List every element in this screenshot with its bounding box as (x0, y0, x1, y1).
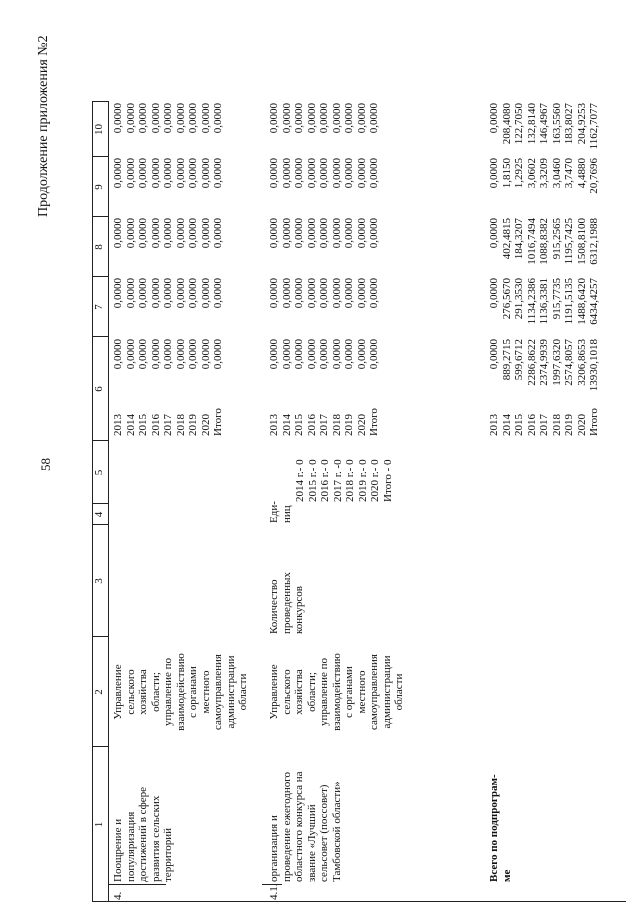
responsible-executor (112, 640, 250, 744)
cell-line: 915,2565 (550, 218, 563, 260)
cell-line: 1195,7425 (563, 218, 575, 265)
cell-line: ниц (280, 505, 293, 523)
cell-line: местного (355, 670, 368, 714)
cell-line: 0,0000 (212, 218, 224, 249)
cell-line: 402,4815 (500, 218, 513, 260)
cell-line: 0,0000 (355, 103, 368, 134)
cell-line: 2019 (563, 414, 575, 436)
cell-line: проведенных (280, 572, 293, 634)
cell-line: 1191,5135 (563, 278, 575, 325)
cell-line: 0,0000 (268, 278, 280, 309)
cell-line: 0,0000 (355, 218, 368, 249)
cell-line: 0,0000 (174, 278, 187, 309)
cell-line: 2013 (268, 414, 280, 436)
cell-line: 2286,8622 (525, 339, 538, 386)
cell-line: 1997,6320 (550, 339, 563, 386)
cell-line: 0,0000 (343, 339, 355, 370)
cell-line: 2017 (318, 414, 330, 436)
cell-line: 0,0000 (318, 278, 330, 309)
cell-line: 1488,6420 (575, 278, 588, 325)
cell-line: 183,8027 (563, 103, 575, 145)
cell-line: 2017 г. -0 (331, 459, 344, 502)
table-left-border (92, 901, 626, 902)
cell-line: 2017 (162, 414, 174, 436)
cell-line: 2014 (500, 414, 513, 436)
funding-c6 (488, 339, 601, 397)
cell-line: 1508,8100 (575, 218, 588, 265)
header-col-3: 3 (93, 578, 105, 584)
cell-line: 2016 г.- 0 (319, 459, 331, 502)
cell-line: местного (199, 670, 212, 714)
cell-line: 3,3209 (538, 158, 550, 189)
cell-line: 0,0000 (174, 103, 187, 134)
funding-c10 (488, 103, 601, 156)
cell-line: 0,0000 (212, 278, 224, 309)
cell-line: 0,0000 (280, 339, 293, 370)
cell-line: 276,5670 (500, 278, 513, 320)
cell-line: 0,0000 (293, 103, 305, 134)
cell-line: 0,0000 (137, 218, 149, 249)
cell-line: области; (149, 672, 162, 712)
cell-line: 0,0000 (318, 103, 330, 134)
cell-line: 0,0000 (268, 218, 280, 249)
cell-line: 0,0000 (330, 218, 343, 249)
funding-c6 (112, 339, 225, 397)
cell-line: Всего по подпрограм- (488, 774, 500, 882)
cell-line: 0,0000 (149, 278, 162, 309)
funding-c7 (268, 278, 381, 336)
cell-line: 0,0000 (137, 339, 149, 370)
cell-line: 0,0000 (355, 278, 368, 309)
row-number: 4.1. (268, 883, 280, 900)
cell-line: 0,0000 (488, 278, 500, 309)
cell-line: с органами (187, 666, 199, 718)
cell-line: 0,0000 (280, 278, 293, 309)
funding-c6 (268, 339, 381, 397)
cell-line: 0,0000 (187, 103, 199, 134)
cell-line: 0,0000 (137, 278, 149, 309)
cell-line: области (237, 673, 249, 711)
cell-line: Итого (368, 408, 380, 436)
cell-line: Еди- (268, 501, 280, 523)
funding-c7 (112, 278, 225, 336)
cell-line: 0,0000 (124, 158, 137, 189)
cell-line: развития сельских (149, 795, 162, 882)
cell-line: 0,0000 (355, 339, 368, 370)
cell-line: 1162,7077 (588, 103, 600, 150)
cell-line: 0,0000 (187, 278, 199, 309)
cell-line: хозяйства (137, 669, 149, 715)
cell-line: территорий (162, 827, 174, 882)
cell-line: 0,0000 (330, 158, 343, 189)
funding-c10 (268, 103, 381, 156)
cell-line: 0,0000 (330, 339, 343, 370)
cell-line: 1,2925 (513, 158, 525, 189)
cell-line: 0,0000 (488, 218, 500, 249)
cell-line: 0,0000 (293, 278, 305, 309)
cell-line: организация и (268, 815, 280, 882)
indicator-values (294, 442, 394, 502)
cell-line: 2016 (305, 414, 318, 436)
cell-line: 2574,8057 (563, 339, 575, 386)
data-table (92, 102, 626, 902)
header-col-8: 8 (93, 244, 105, 250)
cell-line: 0,0000 (187, 158, 199, 189)
cell-line: Поощрение и (112, 818, 124, 882)
cell-line: 0,0000 (305, 218, 318, 249)
cell-line: 291,3530 (513, 278, 525, 320)
funding-c7 (488, 278, 601, 336)
cell-line: 0,0000 (199, 218, 212, 249)
cell-line: 2014 (280, 414, 293, 436)
cell-line: 3,0460 (550, 158, 563, 189)
cell-line: 132,8140 (525, 103, 538, 145)
cell-line: 2016 (525, 414, 538, 436)
cell-line: 0,0000 (488, 103, 500, 134)
cell-line: 2014 г.- 0 (294, 459, 306, 502)
cell-line: 0,0000 (112, 278, 124, 309)
indicator-name (268, 526, 306, 634)
cell-line: 0,0000 (174, 218, 187, 249)
cell-line: Итого (212, 408, 224, 436)
responsible-executor (268, 640, 406, 744)
cell-line: 0,0000 (268, 158, 280, 189)
cell-line: Управление (268, 664, 280, 720)
cell-line: 0,0000 (318, 339, 330, 370)
cell-line: 0,0000 (187, 218, 199, 249)
cell-line: 204,9253 (575, 103, 588, 145)
cell-line: 2016 (149, 414, 162, 436)
cell-line: 0,0000 (112, 339, 124, 370)
cell-line: 0,0000 (212, 158, 224, 189)
cell-line: 0,0000 (343, 158, 355, 189)
cell-line: 889,2715 (500, 339, 513, 381)
cell-line: 0,0000 (199, 103, 212, 134)
program-name (112, 749, 175, 882)
funding-c9 (112, 158, 225, 216)
cell-line: 0,0000 (199, 158, 212, 189)
cell-line: популяризация (124, 811, 137, 882)
funding-c8 (268, 218, 381, 276)
cell-line: 0,0000 (199, 339, 212, 370)
cell-line: 0,0000 (280, 103, 293, 134)
cell-line: 915,7735 (550, 278, 563, 320)
header-col-9: 9 (93, 184, 105, 190)
cell-line: с органами (343, 666, 355, 718)
cell-line: 0,0000 (280, 158, 293, 189)
cell-line: 0,0000 (149, 218, 162, 249)
cell-line: 0,0000 (162, 278, 174, 309)
cell-line: области; (305, 672, 318, 712)
cell-line: 0,0000 (318, 158, 330, 189)
cell-line: 0,0000 (162, 218, 174, 249)
cell-line: 0,0000 (368, 278, 380, 309)
cell-line: 2019 (187, 414, 199, 436)
cell-line: 0,0000 (268, 339, 280, 370)
header-col-2: 2 (93, 689, 105, 695)
cell-line: 0,0000 (199, 278, 212, 309)
cell-line: сельского (124, 669, 137, 715)
cell-line: 0,0000 (330, 103, 343, 134)
cell-line: 13930,1018 (588, 339, 600, 392)
cell-line: 0,0000 (149, 103, 162, 134)
cell-line: 146,4967 (538, 103, 550, 145)
cell-line: 0,0000 (162, 158, 174, 189)
cell-line: 0,0000 (293, 339, 305, 370)
cell-line: 2020 (355, 414, 368, 436)
cell-line: 2013 (488, 414, 500, 436)
cell-line: 0,0000 (212, 339, 224, 370)
cell-line: самоуправления (368, 654, 380, 730)
cell-line: 0,0000 (187, 339, 199, 370)
year-column (268, 398, 381, 436)
cell-line: администрации (380, 655, 393, 729)
cell-line: администрации (224, 655, 237, 729)
cell-line: 0,0000 (149, 158, 162, 189)
header-col-6: 6 (93, 386, 105, 392)
cell-line: 6312,1988 (588, 218, 600, 265)
funding-c10 (112, 103, 225, 156)
cell-line: 0,0000 (280, 218, 293, 249)
cell-line: 2374,9939 (538, 339, 550, 386)
cell-line: 0,0000 (149, 339, 162, 370)
cell-line: 3,7470 (563, 158, 575, 189)
cell-line: 0,0000 (162, 103, 174, 134)
program-name (268, 749, 343, 882)
cell-line: 2015 (293, 414, 305, 436)
cell-line: управление по (162, 658, 174, 726)
cell-line: 1088,8382 (538, 218, 550, 265)
cell-line: 0,0000 (174, 339, 187, 370)
cell-line: 0,0000 (330, 278, 343, 309)
cell-line: 0,0000 (124, 103, 137, 134)
cell-line: 0,0000 (268, 103, 280, 134)
unit-of-measure (268, 503, 293, 523)
cell-line: 2015 (513, 414, 525, 436)
cell-line: 0,0000 (368, 103, 380, 134)
cell-line: 6434,4257 (588, 278, 600, 325)
row-number: 4. (112, 891, 124, 900)
cell-line: 0,0000 (112, 218, 124, 249)
cell-line: 599,6712 (513, 339, 525, 381)
cell-line: взаимодействию (174, 653, 187, 731)
cell-line: сельсовет (поссовет) (318, 784, 330, 882)
cell-line: 0,0000 (355, 158, 368, 189)
cell-line: 0,0000 (305, 158, 318, 189)
cell-line: 1,8150 (500, 158, 513, 189)
cell-line: 0,0000 (488, 158, 500, 189)
cell-line: 2020 (199, 414, 212, 436)
cell-line: 3,0602 (525, 158, 538, 189)
cell-line: 208,4080 (500, 103, 513, 145)
cell-line: конкурсов (293, 586, 305, 634)
cell-line: Итого - 0 (381, 459, 394, 502)
cell-line: проведение ежегодного (280, 772, 293, 882)
year-column (488, 398, 601, 436)
cell-line: 0,0000 (137, 103, 149, 134)
cell-line: 2019 г.- 0 (356, 459, 369, 502)
cell-line: 0,0000 (293, 218, 305, 249)
cell-line: 2014 (124, 414, 137, 436)
cell-line: 2017 (538, 414, 550, 436)
cell-line: Итого (588, 408, 600, 436)
cell-line: 0,0000 (212, 103, 224, 134)
cell-line: звание «Лучший (305, 804, 318, 882)
cell-line: 2015 г.- 0 (306, 459, 319, 502)
cell-line: 3206,8653 (575, 339, 588, 386)
funding-c9 (268, 158, 381, 216)
cell-line: 2015 (137, 414, 149, 436)
cell-line: 0,0000 (305, 339, 318, 370)
cell-line: 2018 (330, 414, 343, 436)
cell-line: достижений в сфере (137, 786, 149, 882)
cell-line: 1016,7494 (525, 218, 538, 265)
cell-line: 0,0000 (305, 103, 318, 134)
cell-line: 20,7696 (588, 158, 600, 194)
cell-line: 1134,2386 (525, 278, 538, 325)
cell-line: 0,0000 (343, 278, 355, 309)
cell-line: управление по (318, 658, 330, 726)
cell-line: 0,0000 (368, 158, 380, 189)
cell-line: 4,4880 (575, 158, 588, 189)
header-col-1: 1 (93, 821, 105, 828)
cell-line: 163,5560 (550, 103, 563, 145)
cell-line: Количество (268, 579, 280, 634)
cell-line: 0,0000 (137, 158, 149, 189)
cell-line: 0,0000 (293, 158, 305, 189)
cell-line: взаимодействию (330, 653, 343, 731)
header-col-7: 7 (93, 304, 105, 310)
header-divider (108, 102, 109, 902)
funding-c8 (488, 218, 601, 276)
cell-line: 2020 (575, 414, 588, 436)
cell-line: 2020 г.- 0 (369, 459, 381, 502)
cell-line: 0,0000 (488, 339, 500, 370)
cell-line: сельского (280, 669, 293, 715)
cell-line: 0,0000 (318, 218, 330, 249)
funding-c9 (488, 158, 601, 216)
header-col-10: 10 (93, 124, 105, 135)
funding-c8 (112, 218, 225, 276)
header-col-5: 5 (93, 469, 105, 476)
cell-line: 0,0000 (174, 158, 187, 189)
cell-line: 1136,3381 (538, 278, 550, 325)
cell-line: Тамбовской области» (330, 781, 343, 882)
cell-line: 122,7050 (513, 103, 525, 145)
cell-line: 2018 (550, 414, 563, 436)
cell-line: 0,0000 (112, 158, 124, 189)
cell-line: 0,0000 (368, 339, 380, 370)
cell-line: областного конкурса на (293, 771, 305, 882)
cell-line: 0,0000 (162, 339, 174, 370)
cell-line: хозяйства (293, 669, 305, 715)
cell-line: самоуправления (212, 654, 224, 730)
cell-line: 2018 (174, 414, 187, 436)
year-column (112, 398, 225, 436)
cell-line: 0,0000 (112, 103, 124, 134)
cell-line: 0,0000 (124, 278, 137, 309)
cell-line: Управление (112, 664, 124, 720)
cell-line: 2019 (343, 414, 355, 436)
cell-line: 2013 (112, 414, 124, 436)
cell-line: 0,0000 (124, 218, 137, 249)
cell-line: 0,0000 (305, 278, 318, 309)
cell-line: 0,0000 (343, 218, 355, 249)
header-col-4: 4 (93, 511, 105, 518)
cell-line: 0,0000 (368, 218, 380, 249)
cell-line: 0,0000 (124, 339, 137, 370)
cell-line: области (393, 673, 405, 711)
program-name (488, 749, 513, 882)
cell-line: ме (500, 869, 513, 882)
cell-line: 0,0000 (343, 103, 355, 134)
page-number: 58 (38, 458, 53, 471)
cell-line: 184,3207 (513, 218, 525, 260)
cell-line: 2018 г.- 0 (344, 459, 356, 502)
appendix-title: Продолжение приложения №2 (36, 35, 51, 217)
